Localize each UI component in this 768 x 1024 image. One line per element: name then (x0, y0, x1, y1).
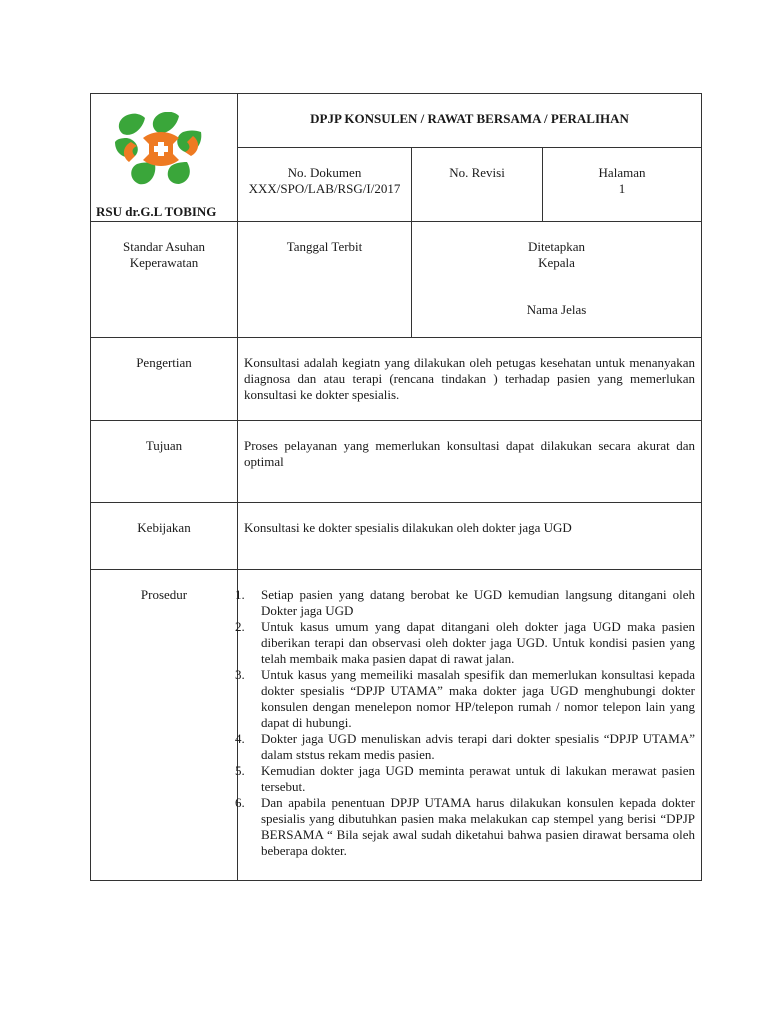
ditetapkan-cell (412, 222, 702, 338)
category-line-2: Keperawatan (129, 255, 199, 270)
no-dokumen-value: XXX/SPO/LAB/RSG/I/2017 (248, 181, 401, 196)
hospital-name: RSU dr.G.L TOBING (96, 204, 217, 219)
category-line-1: Standar Asuhan (123, 239, 205, 254)
halaman-label: Halaman (598, 165, 646, 180)
kepala-label: Kepala (538, 255, 575, 270)
no-dokumen-label: No. Dokumen (287, 165, 362, 180)
prosedur-step: 3. Untuk kasus yang memeiliki masalah spesifik dan memerlukan konsultasi kepada dokter spesialis “DPJP UTAMA” maka dokter jaga UGD menghubungi dokter konsulen dengan menelepon nomor HP/telepon rumah / nomor telepon lain yang dapat di hubungi. (235, 667, 696, 730)
nama-jelas-label: Nama Jelas (526, 302, 587, 317)
halaman-value: 1 (618, 181, 626, 196)
prosedur-step: 4. Dokter jaga UGD menuliskan advis terapi dari dokter spesialis “DPJP UTAMA” dalam ststus rekam medis pasien. (235, 731, 696, 762)
prosedur-step: 5. Kemudian dokter jaga UGD meminta perawat untuk di lakukan merawat pasien tersebut. (235, 763, 696, 794)
tanggal-terbit-label: Tanggal Terbit (286, 239, 363, 254)
document-title: DPJP KONSULEN / RAWAT BERSAMA / PERALIHAN (238, 94, 702, 148)
hospital-logo (113, 112, 205, 186)
kebijakan-label: Kebijakan (91, 503, 238, 570)
hospital-logo-cell (91, 94, 238, 222)
prosedur-step: 6. Dan apabila penentuan DPJP UTAMA harus dilakukan konsulen kepada dokter spesialis yang dibutuhkan pasien maka melakukan cap stempel yang berisi “DPJP BERSAMA “ Bila sejak awal sudah diketahui bahwa pasien dirawat bersama oleh beberapa dokter. (235, 795, 696, 858)
pengertian-text: Konsultasi adalah kegiatn yang dilakukan oleh petugas kesehatan untuk menanyakan diagnosa dan atau terapi (rencana tindakan ) terhadap pasien yang memerlukan konsultasi ke dokter spesialis. (238, 338, 702, 421)
sop-document-table (90, 93, 702, 881)
no-revisi-label: No. Revisi (449, 165, 505, 180)
pengertian-label: Pengertian (91, 338, 238, 421)
kebijakan-text: Konsultasi ke dokter spesialis dilakukan oleh dokter jaga UGD (238, 503, 702, 570)
prosedur-content (235, 570, 702, 881)
no-revisi-cell (412, 148, 543, 222)
prosedur-steps-list (235, 587, 696, 859)
tujuan-text: Proses pelayanan yang memerlukan konsultasi dapat dilakukan secara akurat dan optimal (238, 421, 702, 503)
prosedur-label: Prosedur (91, 570, 238, 881)
category-cell (91, 222, 238, 338)
no-dokumen-cell (238, 148, 412, 222)
halaman-cell (543, 148, 702, 222)
ditetapkan-label: Ditetapkan (527, 239, 586, 254)
tujuan-label: Tujuan (91, 421, 238, 503)
prosedur-step: 2. Untuk kasus umum yang dapat ditangani oleh dokter jaga UGD maka pasien diberikan terapi dan observasi oleh dokter jaga UGD. Untuk kondisi pasien yang telah membaik maka pasien dapat di rawat jalan. (235, 619, 696, 666)
prosedur-step: 1. Setiap pasien yang datang berobat ke UGD kemudian langsung ditangani oleh Dokter jaga UGD (235, 587, 696, 618)
tanggal-terbit-cell (238, 222, 412, 338)
